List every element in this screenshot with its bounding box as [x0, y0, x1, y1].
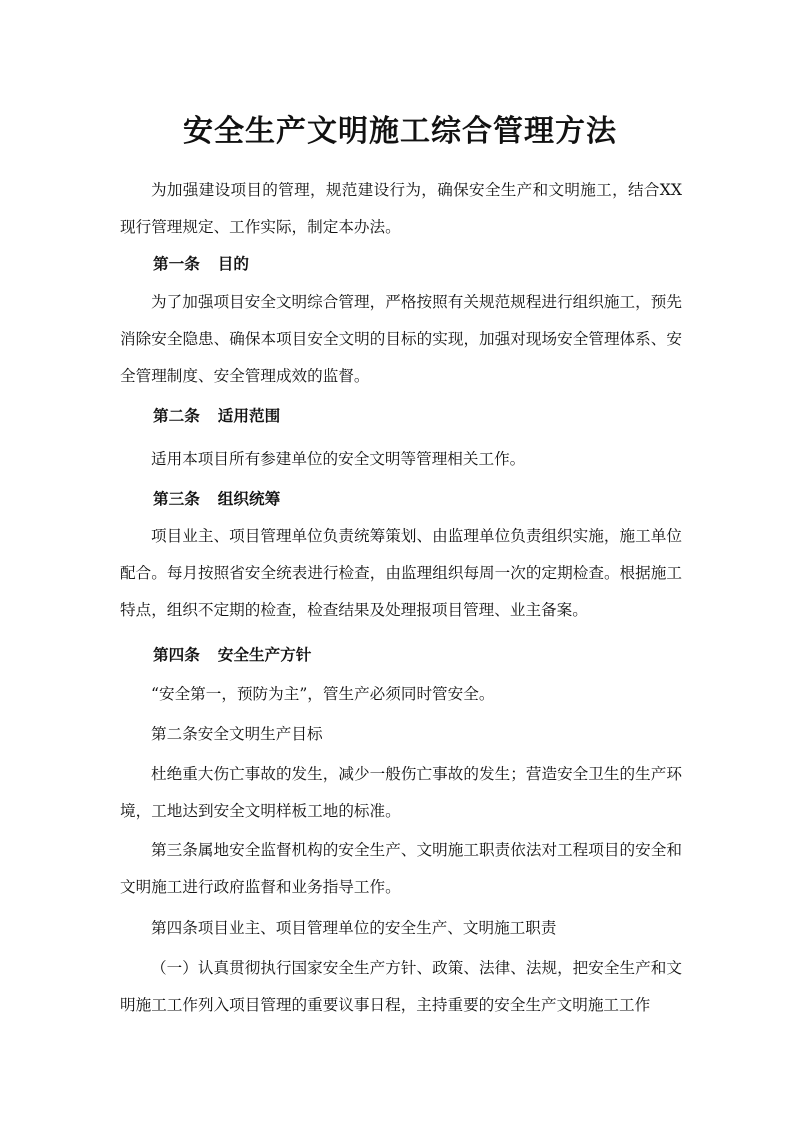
article-4-heading: [153, 637, 311, 674]
duty-1-text: （一）认真贯彻执行国家安全生产方针、政策、法律、法规，把安全生产和文明施工工作列入项目管理的重要议事日程，主持重要的安全生产文明施工工作: [120, 959, 682, 1014]
supervision-text: 第三条属地安全监督机构的安全生产、文明施工职责依法对工程项目的安全和文明施工进行政府监督和业务指导工作。: [120, 841, 682, 896]
article-3-heading: [153, 481, 280, 518]
duties-heading: 第四条项目业主、项目管理单位的安全生产、文明施工职责: [151, 919, 557, 937]
document-title: 安全生产文明施工综合管理方法: [183, 114, 617, 149]
article-1-name: 目的: [217, 255, 249, 273]
article-2-heading: [153, 398, 280, 435]
article-4-name: 安全生产方针: [217, 646, 312, 664]
article-3-name: 组织统筹: [217, 490, 281, 508]
goal-text: 杜绝重大伤亡事故的发生，减少一般伤亡事故的发生；营造安全卫生的生产环境，工地达到安全文明样板工地的标准。: [120, 765, 682, 820]
intro-paragraph: 为加强建设项目的管理，规范建设行为，确保安全生产和文明施工，结合XX现行管理规定、工作实际，制定本办法。: [120, 181, 682, 236]
article-3-text: 项目业主、项目管理单位负责统筹策划、由监理单位负责组织实施，施工单位配合。每月按照省安全统表进行检查，由监理组织每周一次的定期检查。根据施工特点，组织不定期的检查，检查结果及处理报项目管理、业主备案。: [120, 527, 682, 619]
article-1-text: 为了加强项目安全文明综合管理，严格按照有关规范规程进行组织施工，预先消除安全隐患、确保本项目安全文明的目标的实现，加强对现场安全管理体系、安全管理制度、安全管理成效的监督。: [120, 293, 682, 385]
article-2-number: 第二条: [153, 407, 200, 425]
article-2-name: 适用范围: [217, 407, 281, 425]
article-4-number: 第四条: [153, 646, 200, 664]
goal-heading: 第二条安全文明生产目标: [151, 725, 323, 743]
article-3-number: 第三条: [153, 490, 200, 508]
article-1-heading: [153, 246, 249, 283]
article-1-number: 第一条: [153, 255, 200, 273]
article-2-text: 适用本项目所有参建单位的安全文明等管理相关工作。: [151, 450, 526, 468]
article-4-text: “安全第一，预防为主”，管生产必须同时管安全。: [151, 685, 495, 703]
